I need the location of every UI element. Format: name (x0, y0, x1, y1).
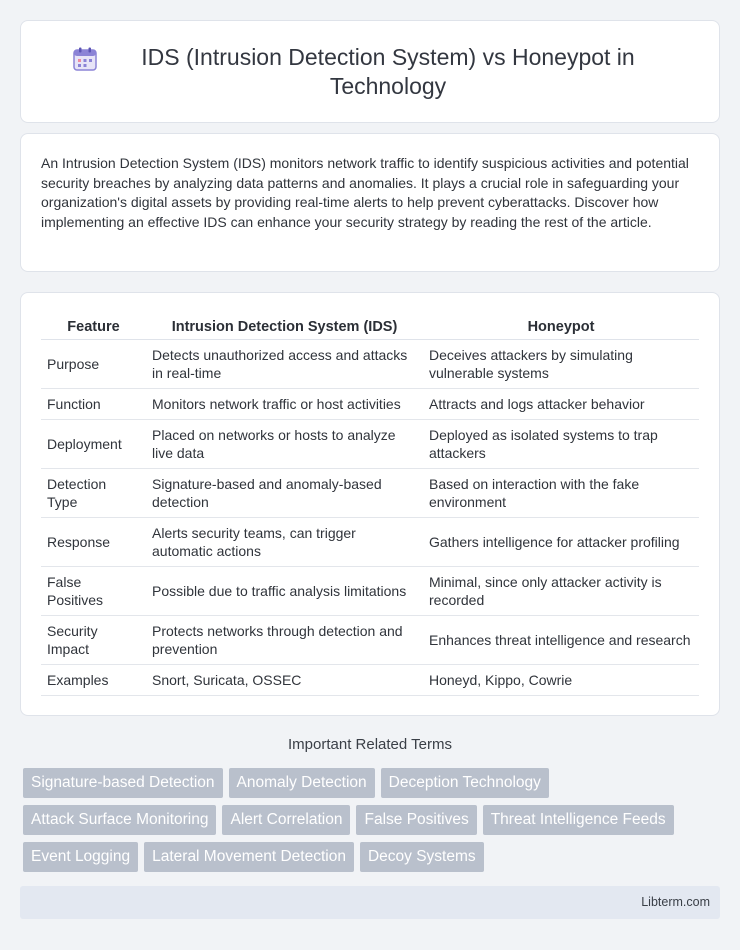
tag-false-positives[interactable]: False Positives (356, 805, 476, 835)
row-honeypot: Deployed as isolated systems to trap attackers (423, 419, 699, 468)
row-feature: False Positives (41, 566, 146, 615)
tag-threat-intelligence-feeds[interactable]: Threat Intelligence Feeds (483, 805, 674, 835)
row-honeypot: Deceives attackers by simulating vulnerable systems (423, 339, 699, 388)
tag-attack-surface-monitoring[interactable]: Attack Surface Monitoring (23, 805, 216, 835)
row-ids: Detects unauthorized access and attacks in real-time (146, 339, 423, 388)
footer-site-link[interactable]: Libterm.com (641, 895, 710, 909)
footer (20, 886, 720, 919)
table-row (41, 468, 699, 517)
table-row (41, 566, 699, 615)
row-ids: Placed on networks or hosts to analyze live data (146, 419, 423, 468)
title-wrap (72, 43, 668, 101)
tag-decoy-systems[interactable]: Decoy Systems (360, 842, 484, 872)
comparison-table (41, 315, 699, 696)
table-row (41, 664, 699, 695)
table-row (41, 388, 699, 419)
header-honeypot: Honeypot (423, 315, 699, 339)
tag-anomaly-detection[interactable]: Anomaly Detection (229, 768, 375, 798)
row-honeypot: Attracts and logs attacker behavior (423, 388, 699, 419)
row-ids: Possible due to traffic analysis limitations (146, 566, 423, 615)
row-honeypot: Minimal, since only attacker activity is recorded (423, 566, 699, 615)
table-row (41, 419, 699, 468)
comparison-card (20, 292, 720, 716)
related-terms-heading: Important Related Terms (288, 736, 452, 753)
row-feature: Deployment (41, 419, 146, 468)
row-ids: Monitors network traffic or host activities (146, 388, 423, 419)
row-feature: Security Impact (41, 615, 146, 664)
tag-event-logging[interactable]: Event Logging (23, 842, 138, 872)
row-feature: Response (41, 517, 146, 566)
table-row (41, 517, 699, 566)
header-ids: Intrusion Detection System (IDS) (146, 315, 423, 339)
row-ids: Snort, Suricata, OSSEC (146, 664, 423, 695)
calendar-icon (72, 46, 98, 72)
tag-lateral-movement-detection[interactable]: Lateral Movement Detection (144, 842, 354, 872)
row-honeypot: Enhances threat intelligence and research (423, 615, 699, 664)
tag-alert-correlation[interactable]: Alert Correlation (222, 805, 350, 835)
row-ids: Signature-based and anomaly-based detection (146, 468, 423, 517)
row-honeypot: Gathers intelligence for attacker profiling (423, 517, 699, 566)
row-honeypot: Honeyd, Kippo, Cowrie (423, 664, 699, 695)
row-honeypot: Based on interaction with the fake environment (423, 468, 699, 517)
table-header-row (41, 315, 699, 339)
related-terms-list (23, 768, 723, 879)
page-title: IDS (Intrusion Detection System) vs Honeypot in Technology (141, 43, 635, 99)
row-feature: Function (41, 388, 146, 419)
header-feature: Feature (41, 315, 146, 339)
row-feature: Purpose (41, 339, 146, 388)
tag-deception-technology[interactable]: Deception Technology (381, 768, 549, 798)
intro-paragraph: An Intrusion Detection System (IDS) monitors network traffic to identify suspicious activities and potential security breaches by analyzing data patterns and anomalies. It plays a crucial role in safeguarding your organization's digital assets by providing real-time alerts to help prevent cyberattacks. Discover how implementing an effective IDS can enhance your security strategy by reading the rest of the article. (41, 155, 689, 230)
row-ids: Protects networks through detection and prevention (146, 615, 423, 664)
intro-card (20, 133, 720, 272)
table-row (41, 615, 699, 664)
row-feature: Detection Type (41, 468, 146, 517)
title-card (20, 20, 720, 123)
table-row (41, 339, 699, 388)
tag-signature-based-detection[interactable]: Signature-based Detection (23, 768, 223, 798)
row-feature: Examples (41, 664, 146, 695)
row-ids: Alerts security teams, can trigger automatic actions (146, 517, 423, 566)
